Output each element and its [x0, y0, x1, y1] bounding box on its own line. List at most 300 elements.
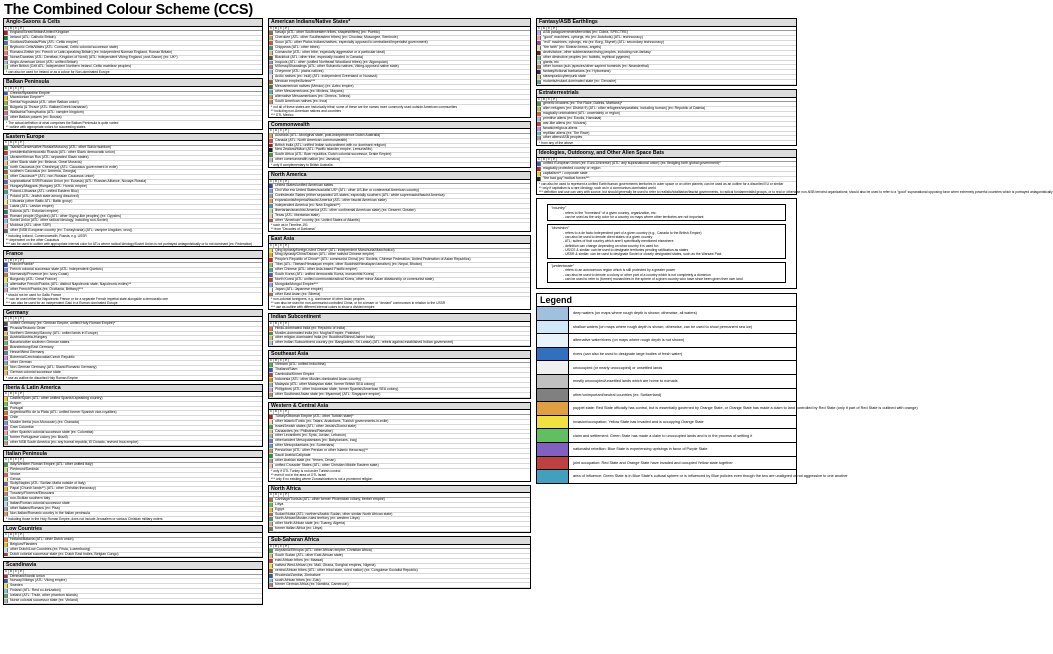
- column-key: C: [4, 140, 8, 145]
- column-key: D: [9, 25, 13, 30]
- row-label: Venice: [10, 471, 21, 476]
- definition-line: - can also be used to denote a colony or other part of a country which is not completely a dominion: [563, 272, 711, 277]
- row-label: mutants/mutant-dominated state (ex: Genoshe): [543, 79, 617, 84]
- row-label: other human (sub-)species/other sapient hominids (ex: Neanderthal): [543, 64, 649, 69]
- row-label: England/Great Britain/United Kingdom: [10, 30, 70, 35]
- footnote: * including those in the Holy Roman Empire; does not include Jerusalem or various Christian military orders: [6, 516, 163, 521]
- row-label: Norse colonial successor state (ex: Vinland): [10, 598, 79, 603]
- column-key: D: [542, 96, 546, 101]
- row-label: other diminutive peoples (ex: hobbits, mythical pygmies): [543, 54, 630, 59]
- section: [3, 450, 263, 522]
- footnote: ** dependent on the other Caucasus: [6, 238, 60, 243]
- row-label: Canaanites (ex: Philistines/Palestine): [275, 428, 333, 433]
- row-label: other/ancient Mesopotamians (ex: Babylonians, Iraq): [275, 438, 357, 443]
- definition-line: - US/CS & similar: can be used to designate territories pending ratification as states: [563, 248, 689, 253]
- row-label: former German Africa (ex: Namibia, Cameroon): [275, 582, 349, 587]
- row-label: Genoa: [10, 476, 21, 481]
- legend-swatch: [537, 348, 569, 361]
- legend-text: puppet state: Red State officially has control, but is essentially governed by Orange State, or Orange State has made a claim to land controlled by Red State (only if part of Red State is outlined with orange): [573, 406, 918, 411]
- column-key: C: [4, 316, 8, 321]
- row-label: Israel/Jewish states (ATL: other Jewish/Zionist state): [275, 423, 357, 428]
- row-label: Arctic natives (ex: Inuit) (ATL: independent Greenland or Nunavut): [275, 74, 378, 79]
- row-label: other Balkan powers (ex: Bosnia): [10, 114, 62, 119]
- row-label: other German: [10, 359, 32, 364]
- row-label: other Spanish colonial successor state (ex: Colombia): [10, 430, 94, 434]
- row-label: Italian/Roman colonial successor state: [10, 500, 70, 505]
- row-label: Muslim-dominated India (ex: Mughal Empire, Pakistan): [275, 330, 361, 335]
- section-heading: Commonwealth: [269, 122, 530, 130]
- row-label: Non-Italian/Romanic country in the Italian peninsula: [10, 510, 90, 515]
- row-label: Portugal: [10, 405, 24, 410]
- row-label: New Zealand/Māori (ATL: Pacific islander empire, Lemuria/Mu): [275, 147, 373, 152]
- row-label: presidential/democratic Russia (ATL: other Slavic democratic union): [10, 149, 115, 154]
- column-key: P: [284, 321, 287, 326]
- footnote: * including Iceland, Commonwealth, Russia, e.g. USSR: [6, 234, 87, 239]
- column-key: C: [269, 492, 273, 497]
- section-heading: Southeast Asia: [269, 351, 530, 359]
- definition-term: "protectorate": [551, 263, 574, 268]
- definition-line: - ATL: suites of that country which aren't specifically mentioned elsewhere: [563, 239, 674, 244]
- column-key: D: [274, 25, 278, 30]
- row-label: Japan (ATL: Japanese empire): [275, 286, 323, 291]
- row-label: primitive aliens (ex: Ewoks, Hamdaal): [543, 115, 602, 120]
- row-label: other East Asian (ex: Siberia): [275, 291, 321, 296]
- row-label: nativist West African (ex: Mali, Ghana, Songhai empires, Nigeria): [275, 562, 376, 567]
- column-key: P: [284, 543, 287, 548]
- row-label: Ireland (ATL: Catholic Britain): [10, 35, 56, 40]
- column-key: P: [19, 140, 22, 145]
- row-label: Sioux (ATL: other Plains Indians/natives, especially opposed to centralized/imperialist government): [275, 39, 428, 44]
- column-key: P: [284, 409, 287, 414]
- row-label: Prussia/Teutonic Order: [10, 325, 46, 330]
- row-label: Brandenburg/East Germany: [10, 345, 54, 350]
- row-label: alternative Mesoamericans (ex: Olmecs, Toltecs): [275, 93, 351, 98]
- row-label: other Mesoamericans (ex: Mixtecs, Mayans): [275, 88, 344, 93]
- row-label: Sicily/Naples (ATL: Sicilian Mafia outside of Italy): [10, 481, 86, 486]
- column-key: F: [279, 410, 284, 414]
- legend-row: [537, 389, 796, 403]
- row-label: "good" machines, cyborgs, etc (ex: Autobots) (ATL: technocracy): [543, 35, 643, 40]
- column-key: F: [14, 27, 19, 31]
- legend-swatch: [537, 307, 569, 320]
- row-label: southern Caucasus (ex: Armenia, Georgia): [10, 169, 77, 174]
- row-label: magically uninhabited (ATL: uncertainty or region): [543, 110, 620, 115]
- row-label: south African tribes (ex: Zulu): [275, 577, 321, 582]
- section-heading: Iberia & Latin America: [4, 385, 262, 393]
- column-key: C: [4, 532, 8, 537]
- row-label: central African tribes (ATL: other tribal state, ruled nation) (ex: Congolese Socialist Republic): [275, 567, 418, 572]
- row-label: Vietnam (ATL: unified Indochina): [275, 362, 326, 367]
- section-heading: Ideologies, Outdoorsy, and Other Alien Space Bats: [537, 150, 796, 158]
- row-label: Sweden: [10, 583, 23, 588]
- definition-term: "dominion": [551, 226, 570, 231]
- column-key: D: [274, 543, 278, 548]
- column-key: P: [19, 257, 22, 262]
- row-label: fanatic/religious aliens: [543, 125, 578, 130]
- row-label: North Korea (ATL: unified communist/radical Korea, other minor Asian dictatorship or communist state): [275, 276, 434, 281]
- column-key: P: [552, 156, 555, 161]
- row-label: Blackfoot (ATL: other tribe, especially located in Canada): [275, 54, 364, 59]
- row-label: Serbia/Yugoslavia (ATL: other Balkan union): [10, 100, 79, 105]
- row-label: Mi'kmaq/Shawalings (ATL: other Subarctic natives, Viking-opposed native state): [275, 64, 399, 69]
- definition-item: [547, 224, 786, 258]
- column-key: F: [14, 141, 19, 145]
- legend-swatch: [537, 443, 569, 456]
- column-key: P: [552, 25, 555, 30]
- row-label: expansionist/imperial/fascist America (ATL: other fascist American state): [275, 197, 387, 202]
- row-label: other Chinese (ATL: other Asia-based Pacific empire): [275, 267, 358, 272]
- row-label: alien refugees (ex: District 9) (ATL: other refugees/separatists, including human) (ex: Republic of Dalmia): [543, 106, 706, 111]
- row-label: unified Germany (ex: German Empire, unified Holy Roman Empire)*: [10, 320, 116, 325]
- section-heading: Low Countries: [4, 526, 262, 534]
- column-key: C: [4, 257, 8, 262]
- table-row: [537, 80, 796, 85]
- row-label: Libya: [275, 501, 284, 506]
- row-label: other North African state (ex: Tuareg, Algeria): [275, 521, 346, 526]
- row-label: Civil War era United States/socialist US* (ATL: other US-like or continental American country): [275, 188, 420, 193]
- row-label: People's Republic of China** (ATL: communist China) (ex: Soviets, Chinese Federation, United Federation of Asian Republics): [275, 257, 471, 262]
- row-label: Canada (ATL: North American commonwealth): [275, 137, 348, 142]
- row-label: Holland/Batavia (ATL: other Dutch union): [10, 536, 74, 541]
- row-label: Argentina/Rio de la Plata (ATL: unified former Spanish vice-royalties): [10, 410, 117, 415]
- row-label: Norse/Danelaw (ATL: Denelaw, Kingdom of Nordi) (ATL: independent Viking England, post-Saxon) (ex: UK*): [10, 54, 178, 59]
- legend-swatch: [537, 402, 569, 415]
- legend-swatch: [537, 334, 569, 347]
- row-label: Cheyenne (ATL: plains natives): [275, 69, 324, 74]
- column-key: F: [14, 317, 19, 321]
- row-label: Bulgaria (& Thrace (ATL: Balkan/Greek barbarian): [10, 105, 88, 110]
- row-label: other Dutch/Low Countries (ex: Frisia, Luxembourg): [10, 546, 91, 551]
- footnote: * from any of the above: [539, 141, 574, 146]
- legend-swatch: [537, 470, 569, 483]
- column-key: F: [14, 458, 19, 462]
- footnote: * can also be used for Ireland or as a colour for Non-dominated Europe: [6, 70, 110, 75]
- section: [3, 133, 263, 247]
- row-label: other commonwealth nation (ex: Jamaica): [275, 157, 340, 162]
- column-key: D: [274, 321, 278, 326]
- legend-row: [537, 307, 796, 321]
- row-label: "evil" machines, cyborgs, etc (ex: Borg, Skynet) (ATL: secondary technocracy): [543, 39, 664, 44]
- row-label: "the faith" (ex: Sixtean brews, angels): [543, 44, 602, 49]
- row-label: Norway/Vikings (ATL: Viking empire): [10, 578, 67, 583]
- row-label: other French/Franks (ex: Occitania, Brittany)***: [10, 286, 83, 291]
- column-key: P: [284, 357, 287, 362]
- footnote: *** OTL Mexico: [271, 112, 294, 117]
- row-label: Hindu-dominated India (ex: Republic of India): [275, 325, 346, 330]
- section: [536, 149, 1053, 195]
- column-key: P: [19, 569, 22, 573]
- legend-swatch: [537, 416, 569, 429]
- definition-line: - definition can change depending on what country it is used for:: [563, 243, 659, 248]
- column-key: D: [9, 316, 13, 321]
- row-label: non-Sicilian southern Italy: [10, 496, 51, 501]
- row-label: South Korea (ATL: unified democratic Korea, monarchist Korea): [275, 272, 374, 277]
- column-key: P: [19, 457, 22, 462]
- row-label: Lithuania (other Baltic ATL: Baltic group): [10, 198, 73, 203]
- row-label: Indonesia (ATL: other Muslim-dominated Asian country): [275, 377, 362, 382]
- page-title: The Combined Colour Scheme (CCS): [4, 2, 253, 18]
- column-key: D: [274, 492, 278, 497]
- definition-line: - refers to the "homeland" of a given country, organization, etc.: [563, 210, 657, 215]
- legend-text: nationalist rebellion: Blue State is experiencing uprisings in favor of Purple State: [573, 447, 708, 452]
- footnote: ** from "Decades of Darkness": [271, 227, 316, 232]
- legend-text: other/unimportant/neutral countries (ex: Switzerland): [573, 392, 662, 397]
- row-label: other Italians/Romans (ex: Pisa): [10, 505, 60, 510]
- row-label: Belgium/Flanders: [10, 541, 38, 546]
- section-heading: East Asia: [269, 236, 530, 244]
- section-heading: Balkan Peninsula: [4, 79, 262, 87]
- definition-line: - can be used as the only color for a country on maps where other territories are not important: [563, 214, 704, 219]
- column-key: F: [14, 533, 19, 537]
- table-row: [269, 393, 530, 398]
- legend-swatch: [537, 457, 569, 470]
- column-key: D: [274, 178, 278, 183]
- row-label: fantasy/fictional barbarians (ex: Hyboreans): [543, 69, 611, 74]
- row-label: former Portuguese colony (ex: Brazil): [10, 434, 68, 439]
- row-label: Romani people (Gypsies) (ATL: other Gypsy-like peoples) (ex: Gypsies): [10, 213, 122, 218]
- row-label: Austria/Austria-Hungary: [10, 335, 48, 340]
- row-label: Australia (ATL: Aboriginal state, post-independence Dutch Australia): [275, 132, 381, 137]
- row-label: Romano-British (ex: French or Latin-speaking Britain) (ex: independent Norman England, Roman Britain): [10, 49, 173, 54]
- column-key: C: [4, 85, 8, 90]
- legend-row: [537, 429, 796, 443]
- footnote: * should not be used for Gallic France: [6, 292, 62, 297]
- column-key: F: [279, 493, 284, 497]
- legend-swatch: [537, 321, 569, 334]
- legend-swatch: [537, 361, 569, 374]
- footnote: * can also be used to represent a unified Earth/human governments territories in outer space or on other planets; can be used as an outline for a disunited EU or similar: [539, 182, 784, 187]
- row-label: British India (ATL: unified Indian subcontinent with no dominant religion): [275, 142, 387, 147]
- column-key: D: [274, 409, 278, 414]
- row-label: Non-German Germany (ATL: Slavic/Romanic Germany): [10, 364, 97, 369]
- row-label: Gran Colombia: [10, 425, 34, 430]
- definition-term: "country": [551, 206, 567, 211]
- row-label: Malaysia (ATL: other Malaysian state, former British SEA colony): [275, 381, 376, 386]
- section: [268, 402, 531, 482]
- section: [268, 313, 531, 347]
- row-label: French colonial successor state (ATL: independent Quebec): [10, 267, 103, 272]
- row-label: Saudi Arabia/Caliphate: [275, 452, 311, 457]
- row-label: libertarian/anarchist America (ATL: other continental American state) (ex: Deseret, Greater): [275, 207, 416, 212]
- row-label: unified European Union (ex: Euro-Universe) (ATL: any supranational union) (ex: fledgling forth global government)*: [543, 161, 721, 166]
- column-key: F: [14, 87, 19, 91]
- column-key: D: [542, 156, 546, 161]
- column-key: D: [9, 257, 13, 262]
- row-label: Dutch colonial successor state (ex: Dutch East Indies, Belgian Congo): [10, 551, 119, 556]
- column-1: [3, 18, 263, 608]
- footnote: ** outline with appropriate colors for succeeding states: [6, 124, 86, 129]
- row-label: United States/unified American states: [275, 183, 334, 188]
- section: [268, 536, 531, 589]
- row-label: Qing dynasty/foreign-ruled China* (ATL: independent Manchuria/Manchukuo): [275, 247, 395, 252]
- column-key: P: [552, 96, 555, 101]
- legend-text: claim and settlement: Green State has made a claim to unoccupied lands and is in the process of settling it: [573, 433, 753, 438]
- row-label: Burgundy (ATL: Great France): [10, 276, 58, 281]
- column-key: C: [269, 178, 273, 183]
- row-label: Iroquois (ATL: other (unified Northeast Woodland tribes) (ex: Algonquian): [275, 59, 388, 64]
- footnote: * non-colonial foreigners, e.g. dominance of other Asian peoples: [271, 297, 365, 302]
- definition-line: - USSR & similar: can be used to designate Soviet or closely designated states, such as the Warsaw Pact: [563, 252, 722, 257]
- row-label: capitalism** / corporate state: [543, 171, 588, 176]
- row-label: Finland (ATL: Rest co-lonization): [10, 588, 61, 593]
- footnote: * not all of these states are historically tribal; some of these are the names more commonly used outside American communities: [271, 104, 457, 109]
- legend-row: [537, 361, 796, 375]
- row-label: independent America (ex: New England**): [275, 202, 341, 207]
- section-heading: Germany: [4, 310, 262, 318]
- definition-line: - can also be used to denote client states of a given country: [563, 235, 653, 240]
- row-label: other British (Celt ATL: independent Northern Ireland, Celtic matrilear peoples): [10, 64, 132, 69]
- row-label: Mongolia/Mongol Empire***: [275, 281, 318, 286]
- row-label: steampunk/cyberpunk state: [543, 74, 586, 79]
- column-key: F: [14, 259, 19, 263]
- row-label: Castile/Spain (ATL: other unified Spanish-speaking country): [10, 395, 103, 400]
- legend-row: [537, 321, 796, 335]
- legend-rows: [537, 307, 918, 483]
- table-row: [269, 583, 530, 588]
- section: [536, 18, 797, 86]
- column-key: C: [4, 457, 8, 462]
- section: [3, 309, 263, 381]
- row-label: Macedonian Empire**: [10, 95, 44, 100]
- column-key: C: [269, 409, 273, 414]
- row-label: Iceland (ATL: Thule, other phantom islands): [10, 593, 78, 598]
- legend-text: joint occupation: Red State and Orange State have invaded and occupied Yellow state together: [573, 460, 733, 465]
- definition-line: - refers to a de facto independent part of a given country (e.g., Canada to the British Empire): [563, 230, 702, 235]
- row-label: ASB paragovernment/terrorists (ex: Cobra, SPECTRE): [543, 30, 629, 35]
- section-heading: Extraterrestrials: [537, 90, 796, 98]
- column-key: D: [9, 140, 13, 145]
- column-key: C: [269, 242, 273, 247]
- section-heading: Anglo-Saxons & Celts: [4, 19, 262, 27]
- column-key: D: [9, 457, 13, 462]
- row-label: Ming dynasty/China/Taiwan (ATL: other nativist Chinese empire): [275, 252, 375, 257]
- column-key: F: [279, 359, 284, 363]
- row-label: South Sudan (ATL: other East African state): [275, 553, 343, 558]
- footnote: * The actual definition of what comprises the Balkan Peninsula is quite varied: [6, 120, 119, 125]
- row-label: Rhodesia/Zambia, Zimbabwe: [275, 572, 321, 577]
- row-label: other NSB South America (ex: any boreal republic, El Dorado, revived Inca empire): [10, 439, 139, 444]
- column-key: P: [284, 25, 287, 30]
- column-key: F: [279, 244, 284, 248]
- legend-text: shallow waters (on maps where rough depth is shown; otherwise, can be used to show permanent sea ice): [573, 324, 753, 329]
- row-label: Soviet Union (ATL: other radical ideology, including non-Soviet): [10, 218, 108, 223]
- row-label: Hesse/West Germany: [10, 350, 45, 355]
- table-row: [4, 441, 262, 446]
- row-label: France/Franks*: [10, 262, 34, 267]
- section: [268, 235, 531, 310]
- table-row: [269, 341, 530, 346]
- column-3: [536, 18, 1053, 484]
- row-label: north Caucasus (ex: Chechnya) (ATL: Caucasus government in exile): [10, 164, 118, 169]
- row-label: Brythonic Celts/Wales (ATL: Cornwall, Celtic colonial successor state): [10, 44, 118, 49]
- row-label: other Indian Subcontinent country (ex: Bangladesh, Sri Lanka) (ATL: rebels against established Indian government): [275, 340, 454, 345]
- row-label: Turkey/Ottoman Empire (ATL: other Turkish state)*: [275, 413, 354, 418]
- column-key: D: [274, 242, 278, 247]
- row-label: other religion-dominated India (ex: Buddhist/Sikhist/Jainist India): [275, 335, 375, 340]
- column-key: C: [537, 96, 541, 101]
- row-label: Ukraine/Kievan Rus (ATL: separated Slavic states): [10, 154, 89, 159]
- footnote: *** only if no existing where Zoroastrianism is not a prominent religion: [271, 476, 373, 481]
- row-label: Moldova (ATL: other SSR): [10, 223, 51, 228]
- footnote: * such as in Timeline-191: [271, 223, 308, 228]
- column-key: C: [4, 391, 8, 396]
- column-key: P: [19, 85, 22, 90]
- legend-swatch: [537, 375, 569, 388]
- row-label: other Caucasus** (ATL: non-Russian Caucasus union): [10, 174, 95, 179]
- legend-text: mostly unoccupied/unsettled lands which are home to nomads: [573, 379, 678, 384]
- row-label: former Italian Africa (ex: Libya): [275, 526, 323, 531]
- section: [268, 485, 531, 533]
- column-key: D: [274, 128, 278, 133]
- row-label: Cambodia/Khmer Empire: [275, 372, 315, 377]
- column-key: D: [9, 569, 13, 573]
- footnote: *** definition and use can vary with source, but should generally be used to refer to realistic/totalitarian/fascist governments, to radical fundamentalist groups, or to real or otherwise non-NSB terrorist organizations; should also be used to refer to a "good" supranational opposing force when extremely powerful countries which is portrayed antagonistically: [539, 190, 1053, 195]
- section: [3, 384, 263, 447]
- row-label: German colonial successor state: [10, 369, 61, 374]
- row-label: South Africa (ATL: Boer republics, Dutch colonial successor, Drake Empire): [275, 152, 392, 157]
- column-key: P: [19, 316, 22, 321]
- section: [3, 78, 263, 130]
- legend-swatch: [537, 389, 569, 402]
- row-label: Confederate States (either separated US states, especially southern (ATL: white supremacist/fascist America): [275, 193, 445, 198]
- row-label: Estonia (ATL: Estonian empire): [10, 208, 59, 213]
- section: [268, 121, 531, 169]
- section-heading: Western & Central Asia: [269, 403, 530, 411]
- column-key: C: [269, 543, 273, 548]
- row-label: east African tribes (ex: Maasai): [275, 558, 324, 563]
- column-key: C: [269, 128, 273, 133]
- legend-box: [536, 293, 918, 484]
- row-label: reptilian aliens (ex: The Race): [543, 130, 590, 135]
- row-label: Chippewa (ATL: other tribes): [275, 44, 320, 49]
- column-key: C: [4, 25, 8, 30]
- section: [3, 525, 263, 559]
- section-heading: Scandinavia: [4, 562, 262, 570]
- row-label: magically protected country or region: [543, 166, 601, 171]
- section-heading: American Indians/Native States*: [269, 19, 530, 27]
- legend-heading: Legend: [537, 294, 796, 307]
- column-key: F: [547, 27, 552, 31]
- row-label: Poland (ATL: Jewish state among dissolved): [10, 193, 79, 198]
- legend-text: alternative water/rivers (on maps where rough depth is not shown): [573, 338, 685, 343]
- footnote: ** even if not in the area of OTL Israel: [271, 472, 327, 477]
- column-key: F: [547, 98, 552, 102]
- row-label: other "American" country (ex: United States of Atlantis): [275, 217, 360, 222]
- column-key: P: [19, 532, 22, 537]
- row-label: Mesoamerican natives (Mexico) (ex: Aztec empire): [275, 83, 354, 88]
- column-key: D: [542, 25, 546, 30]
- column-key: F: [14, 392, 19, 396]
- row-label: Cherokee (ATL: other Southeastern tribes) (ex: Choctaw, Muscogee, Seminole): [275, 35, 398, 40]
- row-label: Persia/Iran (ATL: other Persian or other Islamic theocracy)**: [275, 448, 368, 453]
- row-label: other Southeast Asian state (ex: Myanmar) (ATL: Singapore empire): [275, 391, 381, 396]
- section: [268, 350, 531, 398]
- row-label: Muslim Iberia (non-Moroccan) (ex: Granada): [10, 420, 80, 425]
- row-label: supranational SSR/Russian Union (ex: Eurasia) (ATL: Russian Alliance, Novaya Russia): [10, 179, 147, 184]
- column-key: P: [284, 178, 287, 183]
- row-label: Anglo-American Union (ATL: unified Britain): [10, 59, 78, 64]
- column-key: C: [269, 357, 273, 362]
- row-label: South American natives (ex: Inca): [275, 98, 328, 103]
- table-row: [4, 599, 262, 604]
- legend-text: area of influence: Green State is in Blue State's cultural sphere or is influenced by Blue policies even though the two are unaligned or not aggressive to one another: [573, 474, 848, 479]
- section-heading: Eastern Europe: [4, 134, 262, 142]
- row-label: war-like aliens (ex: Vulcans): [543, 120, 587, 125]
- section: [268, 18, 531, 118]
- footnote: * only if complementary to British Australia: [271, 163, 333, 168]
- row-label: other aliens/ASB peoples: [543, 135, 583, 140]
- row-label: Papal (Church lands**) (ATL: other Christian theocracy): [10, 486, 96, 491]
